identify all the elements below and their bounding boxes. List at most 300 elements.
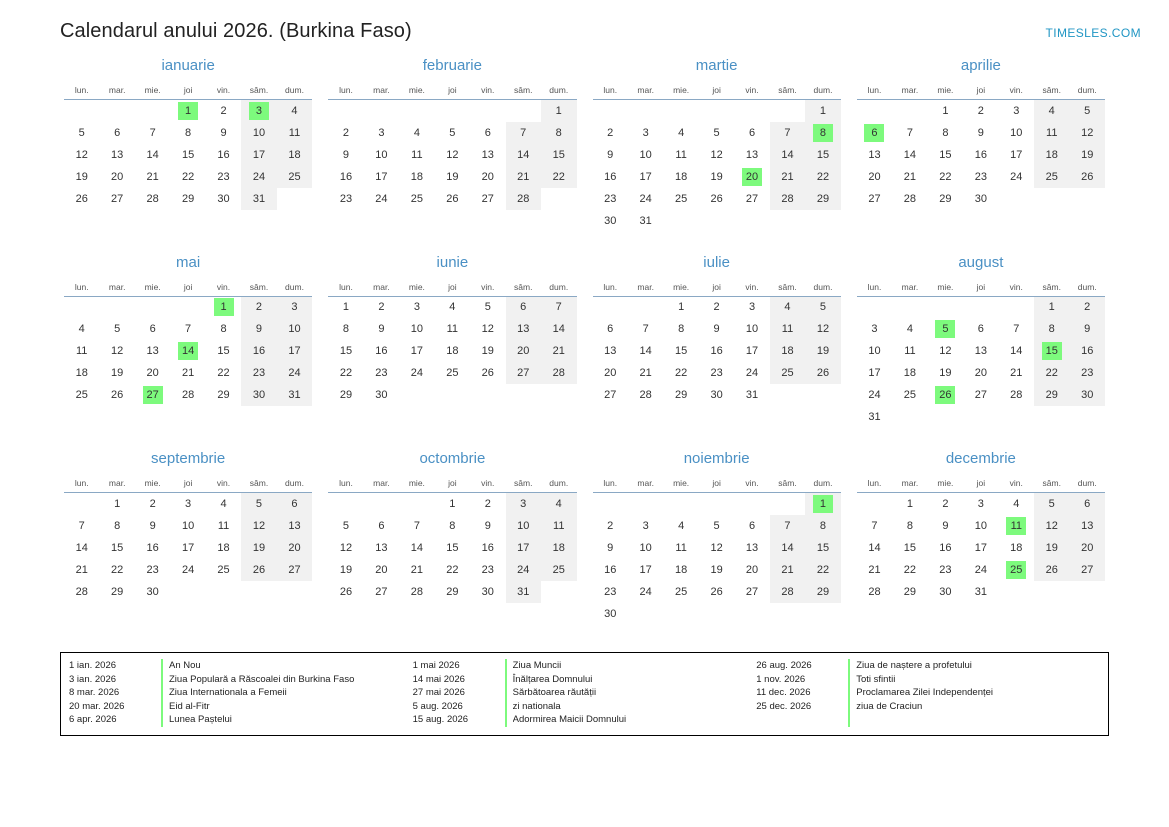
day-cell[interactable] xyxy=(734,515,769,537)
day-cell[interactable] xyxy=(328,515,363,537)
day-cell[interactable] xyxy=(328,318,363,340)
day-cell[interactable] xyxy=(364,122,399,144)
day-cell[interactable] xyxy=(435,515,470,537)
day-cell[interactable] xyxy=(1034,537,1069,559)
day-cell[interactable] xyxy=(628,122,663,144)
day-cell[interactable] xyxy=(277,559,313,581)
day-cell[interactable] xyxy=(135,318,170,340)
day-cell[interactable] xyxy=(470,166,505,188)
day-cell[interactable] xyxy=(1069,340,1105,362)
day-cell[interactable] xyxy=(593,144,628,166)
day-cell[interactable] xyxy=(399,537,434,559)
day-cell[interactable] xyxy=(64,188,99,210)
day-cell[interactable] xyxy=(470,362,505,384)
day-cell[interactable] xyxy=(99,340,134,362)
day-cell[interactable] xyxy=(805,296,841,318)
day-cell[interactable] xyxy=(857,318,892,340)
day-cell[interactable] xyxy=(892,559,927,581)
day-cell[interactable] xyxy=(541,340,577,362)
day-cell[interactable] xyxy=(805,122,841,144)
day-cell[interactable] xyxy=(206,144,241,166)
day-cell[interactable] xyxy=(663,559,698,581)
day-cell[interactable] xyxy=(277,340,313,362)
day-cell[interactable] xyxy=(541,166,577,188)
day-cell[interactable] xyxy=(892,581,927,603)
day-cell[interactable] xyxy=(541,100,577,122)
day-cell[interactable] xyxy=(435,144,470,166)
day-cell[interactable] xyxy=(928,559,963,581)
day-cell[interactable] xyxy=(663,362,698,384)
day-cell[interactable] xyxy=(663,384,698,406)
day-cell[interactable] xyxy=(593,188,628,210)
day-cell[interactable] xyxy=(1034,296,1069,318)
day-cell[interactable] xyxy=(805,166,841,188)
day-cell[interactable] xyxy=(328,296,363,318)
day-cell[interactable] xyxy=(99,384,134,406)
day-cell[interactable] xyxy=(99,493,134,515)
day-cell[interactable] xyxy=(435,581,470,603)
day-cell[interactable] xyxy=(364,144,399,166)
day-cell[interactable] xyxy=(892,144,927,166)
day-cell[interactable] xyxy=(593,515,628,537)
day-cell[interactable] xyxy=(506,166,541,188)
day-cell[interactable] xyxy=(928,515,963,537)
day-cell[interactable] xyxy=(435,362,470,384)
day-cell[interactable] xyxy=(470,296,505,318)
day-cell[interactable] xyxy=(892,515,927,537)
day-cell[interactable] xyxy=(435,537,470,559)
day-cell[interactable] xyxy=(857,188,892,210)
day-cell[interactable] xyxy=(999,515,1034,537)
day-cell[interactable] xyxy=(734,559,769,581)
day-cell[interactable] xyxy=(663,166,698,188)
day-cell[interactable] xyxy=(699,188,734,210)
day-cell[interactable] xyxy=(999,100,1034,122)
day-cell[interactable] xyxy=(206,340,241,362)
day-cell[interactable] xyxy=(1069,318,1105,340)
day-cell[interactable] xyxy=(1069,296,1105,318)
day-cell[interactable] xyxy=(399,581,434,603)
day-cell[interactable] xyxy=(135,559,170,581)
day-cell[interactable] xyxy=(277,362,313,384)
day-cell[interactable] xyxy=(963,318,998,340)
day-cell[interactable] xyxy=(734,537,769,559)
day-cell[interactable] xyxy=(99,318,134,340)
day-cell[interactable] xyxy=(963,559,998,581)
day-cell[interactable] xyxy=(628,166,663,188)
day-cell[interactable] xyxy=(1069,384,1105,406)
day-cell[interactable] xyxy=(470,122,505,144)
day-cell[interactable] xyxy=(928,318,963,340)
day-cell[interactable] xyxy=(770,296,805,318)
day-cell[interactable] xyxy=(435,318,470,340)
day-cell[interactable] xyxy=(435,122,470,144)
day-cell[interactable] xyxy=(892,340,927,362)
day-cell[interactable] xyxy=(541,362,577,384)
day-cell[interactable] xyxy=(734,318,769,340)
day-cell[interactable] xyxy=(805,100,841,122)
day-cell[interactable] xyxy=(857,340,892,362)
day-cell[interactable] xyxy=(99,166,134,188)
day-cell[interactable] xyxy=(999,559,1034,581)
day-cell[interactable] xyxy=(628,559,663,581)
day-cell[interactable] xyxy=(734,581,769,603)
day-cell[interactable] xyxy=(628,362,663,384)
day-cell[interactable] xyxy=(277,537,313,559)
day-cell[interactable] xyxy=(593,581,628,603)
day-cell[interactable] xyxy=(663,318,698,340)
day-cell[interactable] xyxy=(364,515,399,537)
day-cell[interactable] xyxy=(328,166,363,188)
day-cell[interactable] xyxy=(857,537,892,559)
day-cell[interactable] xyxy=(963,515,998,537)
day-cell[interactable] xyxy=(328,362,363,384)
day-cell[interactable] xyxy=(857,362,892,384)
day-cell[interactable] xyxy=(734,144,769,166)
day-cell[interactable] xyxy=(541,318,577,340)
day-cell[interactable] xyxy=(857,559,892,581)
day-cell[interactable] xyxy=(892,493,927,515)
day-cell[interactable] xyxy=(170,122,205,144)
day-cell[interactable] xyxy=(435,493,470,515)
day-cell[interactable] xyxy=(277,296,313,318)
day-cell[interactable] xyxy=(99,559,134,581)
day-cell[interactable] xyxy=(628,581,663,603)
day-cell[interactable] xyxy=(963,122,998,144)
day-cell[interactable] xyxy=(1069,166,1105,188)
day-cell[interactable] xyxy=(857,144,892,166)
day-cell[interactable] xyxy=(241,537,276,559)
day-cell[interactable] xyxy=(1034,144,1069,166)
day-cell[interactable] xyxy=(628,210,663,232)
day-cell[interactable] xyxy=(64,122,99,144)
day-cell[interactable] xyxy=(170,493,205,515)
day-cell[interactable] xyxy=(999,144,1034,166)
day-cell[interactable] xyxy=(328,384,363,406)
day-cell[interactable] xyxy=(734,166,769,188)
day-cell[interactable] xyxy=(699,384,734,406)
day-cell[interactable] xyxy=(64,318,99,340)
day-cell[interactable] xyxy=(170,318,205,340)
day-cell[interactable] xyxy=(206,493,241,515)
day-cell[interactable] xyxy=(241,340,276,362)
day-cell[interactable] xyxy=(506,493,541,515)
day-cell[interactable] xyxy=(628,318,663,340)
day-cell[interactable] xyxy=(206,362,241,384)
day-cell[interactable] xyxy=(593,318,628,340)
day-cell[interactable] xyxy=(628,537,663,559)
day-cell[interactable] xyxy=(1034,340,1069,362)
day-cell[interactable] xyxy=(64,362,99,384)
day-cell[interactable] xyxy=(470,537,505,559)
day-cell[interactable] xyxy=(963,581,998,603)
day-cell[interactable] xyxy=(541,493,577,515)
day-cell[interactable] xyxy=(1034,493,1069,515)
day-cell[interactable] xyxy=(506,362,541,384)
day-cell[interactable] xyxy=(506,559,541,581)
day-cell[interactable] xyxy=(963,188,998,210)
day-cell[interactable] xyxy=(206,122,241,144)
day-cell[interactable] xyxy=(1034,100,1069,122)
day-cell[interactable] xyxy=(805,515,841,537)
day-cell[interactable] xyxy=(892,384,927,406)
day-cell[interactable] xyxy=(628,144,663,166)
day-cell[interactable] xyxy=(770,122,805,144)
day-cell[interactable] xyxy=(399,122,434,144)
day-cell[interactable] xyxy=(241,515,276,537)
day-cell[interactable] xyxy=(506,296,541,318)
day-cell[interactable] xyxy=(1069,559,1105,581)
day-cell[interactable] xyxy=(506,188,541,210)
day-cell[interactable] xyxy=(999,340,1034,362)
day-cell[interactable] xyxy=(399,144,434,166)
day-cell[interactable] xyxy=(1034,122,1069,144)
day-cell[interactable] xyxy=(470,340,505,362)
day-cell[interactable] xyxy=(277,318,313,340)
day-cell[interactable] xyxy=(892,122,927,144)
day-cell[interactable] xyxy=(206,384,241,406)
day-cell[interactable] xyxy=(241,122,276,144)
day-cell[interactable] xyxy=(593,559,628,581)
day-cell[interactable] xyxy=(470,318,505,340)
day-cell[interactable] xyxy=(99,144,134,166)
day-cell[interactable] xyxy=(170,362,205,384)
day-cell[interactable] xyxy=(1069,144,1105,166)
day-cell[interactable] xyxy=(770,515,805,537)
day-cell[interactable] xyxy=(328,122,363,144)
day-cell[interactable] xyxy=(928,144,963,166)
day-cell[interactable] xyxy=(170,515,205,537)
day-cell[interactable] xyxy=(328,188,363,210)
day-cell[interactable] xyxy=(770,581,805,603)
day-cell[interactable] xyxy=(699,340,734,362)
day-cell[interactable] xyxy=(241,493,276,515)
day-cell[interactable] xyxy=(892,537,927,559)
day-cell[interactable] xyxy=(170,340,205,362)
day-cell[interactable] xyxy=(399,318,434,340)
day-cell[interactable] xyxy=(506,340,541,362)
day-cell[interactable] xyxy=(435,166,470,188)
day-cell[interactable] xyxy=(541,537,577,559)
day-cell[interactable] xyxy=(928,100,963,122)
day-cell[interactable] xyxy=(206,296,241,318)
day-cell[interactable] xyxy=(999,362,1034,384)
day-cell[interactable] xyxy=(928,581,963,603)
day-cell[interactable] xyxy=(170,559,205,581)
day-cell[interactable] xyxy=(805,581,841,603)
day-cell[interactable] xyxy=(628,384,663,406)
day-cell[interactable] xyxy=(963,166,998,188)
day-cell[interactable] xyxy=(328,537,363,559)
day-cell[interactable] xyxy=(699,515,734,537)
day-cell[interactable] xyxy=(435,188,470,210)
day-cell[interactable] xyxy=(470,559,505,581)
day-cell[interactable] xyxy=(770,188,805,210)
day-cell[interactable] xyxy=(470,515,505,537)
day-cell[interactable] xyxy=(364,384,399,406)
day-cell[interactable] xyxy=(770,340,805,362)
day-cell[interactable] xyxy=(1069,537,1105,559)
day-cell[interactable] xyxy=(241,188,276,210)
day-cell[interactable] xyxy=(593,166,628,188)
day-cell[interactable] xyxy=(699,144,734,166)
day-cell[interactable] xyxy=(663,144,698,166)
day-cell[interactable] xyxy=(470,188,505,210)
day-cell[interactable] xyxy=(399,559,434,581)
day-cell[interactable] xyxy=(1034,166,1069,188)
day-cell[interactable] xyxy=(541,559,577,581)
day-cell[interactable] xyxy=(734,296,769,318)
day-cell[interactable] xyxy=(1034,384,1069,406)
day-cell[interactable] xyxy=(928,537,963,559)
day-cell[interactable] xyxy=(277,100,313,122)
day-cell[interactable] xyxy=(663,188,698,210)
day-cell[interactable] xyxy=(64,581,99,603)
day-cell[interactable] xyxy=(593,210,628,232)
day-cell[interactable] xyxy=(506,515,541,537)
day-cell[interactable] xyxy=(64,384,99,406)
day-cell[interactable] xyxy=(805,559,841,581)
day-cell[interactable] xyxy=(364,537,399,559)
day-cell[interactable] xyxy=(1069,493,1105,515)
day-cell[interactable] xyxy=(135,122,170,144)
day-cell[interactable] xyxy=(593,340,628,362)
day-cell[interactable] xyxy=(506,318,541,340)
day-cell[interactable] xyxy=(805,362,841,384)
day-cell[interactable] xyxy=(206,559,241,581)
day-cell[interactable] xyxy=(135,188,170,210)
day-cell[interactable] xyxy=(593,603,628,625)
day-cell[interactable] xyxy=(364,188,399,210)
day-cell[interactable] xyxy=(857,384,892,406)
day-cell[interactable] xyxy=(770,362,805,384)
day-cell[interactable] xyxy=(663,581,698,603)
day-cell[interactable] xyxy=(277,122,313,144)
day-cell[interactable] xyxy=(770,559,805,581)
day-cell[interactable] xyxy=(99,188,134,210)
day-cell[interactable] xyxy=(170,166,205,188)
day-cell[interactable] xyxy=(99,515,134,537)
day-cell[interactable] xyxy=(999,166,1034,188)
day-cell[interactable] xyxy=(399,515,434,537)
day-cell[interactable] xyxy=(541,515,577,537)
day-cell[interactable] xyxy=(699,559,734,581)
day-cell[interactable] xyxy=(170,384,205,406)
day-cell[interactable] xyxy=(435,296,470,318)
day-cell[interactable] xyxy=(1069,515,1105,537)
day-cell[interactable] xyxy=(170,537,205,559)
day-cell[interactable] xyxy=(593,537,628,559)
day-cell[interactable] xyxy=(857,122,892,144)
day-cell[interactable] xyxy=(1034,362,1069,384)
day-cell[interactable] xyxy=(999,318,1034,340)
day-cell[interactable] xyxy=(241,166,276,188)
day-cell[interactable] xyxy=(364,166,399,188)
day-cell[interactable] xyxy=(277,515,313,537)
day-cell[interactable] xyxy=(241,296,276,318)
day-cell[interactable] xyxy=(892,188,927,210)
day-cell[interactable] xyxy=(206,166,241,188)
day-cell[interactable] xyxy=(328,340,363,362)
day-cell[interactable] xyxy=(506,581,541,603)
day-cell[interactable] xyxy=(470,493,505,515)
day-cell[interactable] xyxy=(1034,515,1069,537)
day-cell[interactable] xyxy=(963,537,998,559)
day-cell[interactable] xyxy=(206,318,241,340)
day-cell[interactable] xyxy=(64,559,99,581)
day-cell[interactable] xyxy=(241,318,276,340)
day-cell[interactable] xyxy=(928,166,963,188)
day-cell[interactable] xyxy=(506,537,541,559)
day-cell[interactable] xyxy=(99,537,134,559)
day-cell[interactable] xyxy=(1034,318,1069,340)
day-cell[interactable] xyxy=(892,166,927,188)
day-cell[interactable] xyxy=(663,340,698,362)
day-cell[interactable] xyxy=(805,318,841,340)
day-cell[interactable] xyxy=(64,144,99,166)
day-cell[interactable] xyxy=(435,340,470,362)
day-cell[interactable] xyxy=(663,122,698,144)
day-cell[interactable] xyxy=(857,581,892,603)
day-cell[interactable] xyxy=(541,122,577,144)
day-cell[interactable] xyxy=(963,340,998,362)
day-cell[interactable] xyxy=(734,340,769,362)
day-cell[interactable] xyxy=(770,318,805,340)
day-cell[interactable] xyxy=(99,362,134,384)
day-cell[interactable] xyxy=(364,296,399,318)
day-cell[interactable] xyxy=(892,362,927,384)
day-cell[interactable] xyxy=(699,166,734,188)
day-cell[interactable] xyxy=(805,144,841,166)
day-cell[interactable] xyxy=(135,362,170,384)
day-cell[interactable] xyxy=(241,362,276,384)
day-cell[interactable] xyxy=(1069,122,1105,144)
day-cell[interactable] xyxy=(699,362,734,384)
day-cell[interactable] xyxy=(170,188,205,210)
day-cell[interactable] xyxy=(277,166,313,188)
day-cell[interactable] xyxy=(928,493,963,515)
day-cell[interactable] xyxy=(206,515,241,537)
day-cell[interactable] xyxy=(328,144,363,166)
day-cell[interactable] xyxy=(241,559,276,581)
day-cell[interactable] xyxy=(135,384,170,406)
day-cell[interactable] xyxy=(435,559,470,581)
day-cell[interactable] xyxy=(699,122,734,144)
day-cell[interactable] xyxy=(541,144,577,166)
day-cell[interactable] xyxy=(399,362,434,384)
day-cell[interactable] xyxy=(328,581,363,603)
day-cell[interactable] xyxy=(734,384,769,406)
day-cell[interactable] xyxy=(241,384,276,406)
day-cell[interactable] xyxy=(963,384,998,406)
day-cell[interactable] xyxy=(892,318,927,340)
day-cell[interactable] xyxy=(328,559,363,581)
day-cell[interactable] xyxy=(241,100,276,122)
day-cell[interactable] xyxy=(928,362,963,384)
day-cell[interactable] xyxy=(857,406,892,428)
day-cell[interactable] xyxy=(364,581,399,603)
day-cell[interactable] xyxy=(277,493,313,515)
day-cell[interactable] xyxy=(241,144,276,166)
day-cell[interactable] xyxy=(277,144,313,166)
day-cell[interactable] xyxy=(506,144,541,166)
day-cell[interactable] xyxy=(399,296,434,318)
day-cell[interactable] xyxy=(135,144,170,166)
day-cell[interactable] xyxy=(770,537,805,559)
day-cell[interactable] xyxy=(628,188,663,210)
day-cell[interactable] xyxy=(364,340,399,362)
day-cell[interactable] xyxy=(364,362,399,384)
